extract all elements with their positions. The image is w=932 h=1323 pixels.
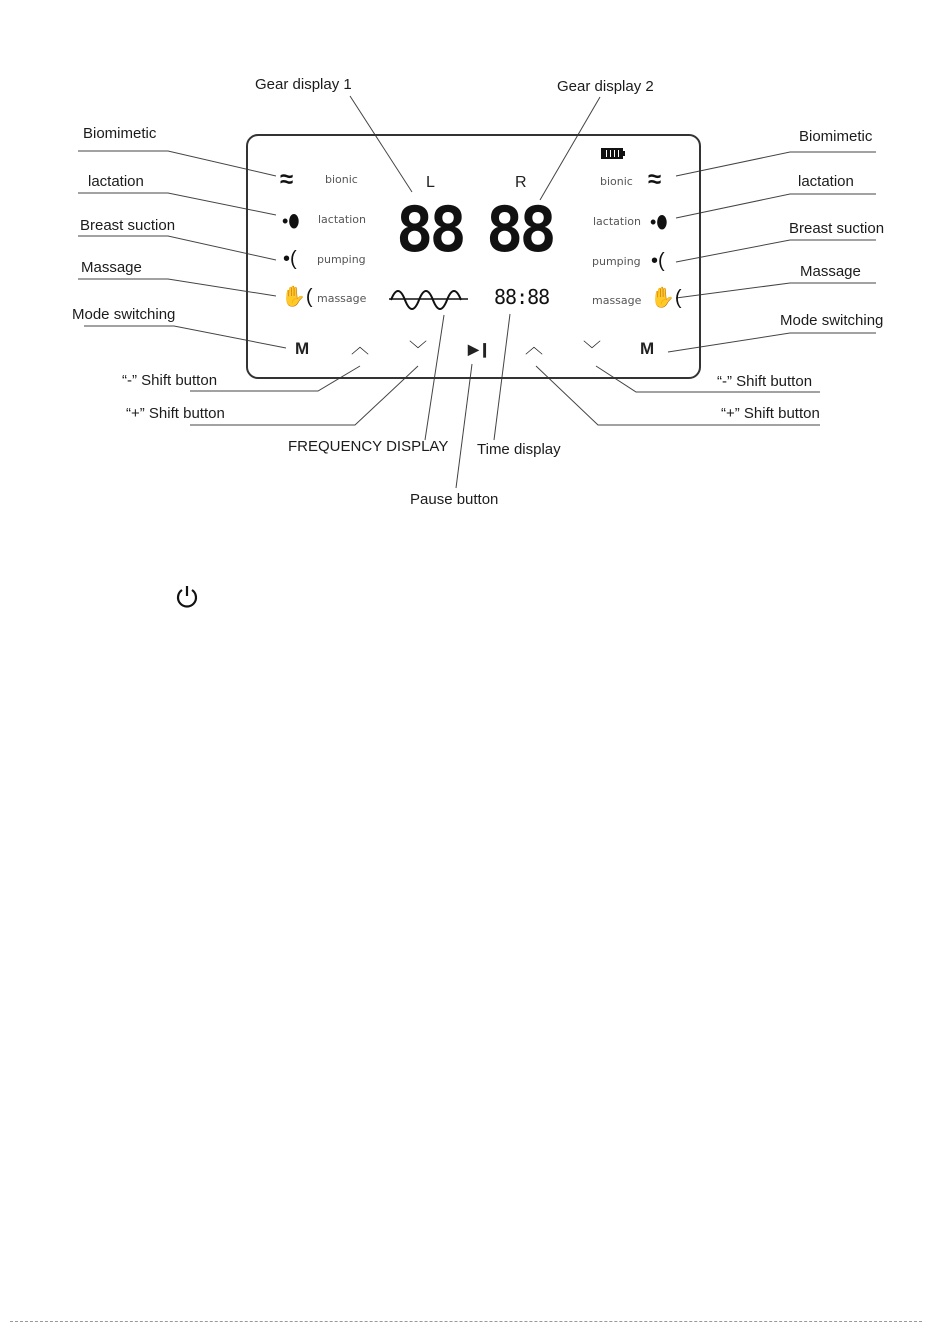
bottom-rule [10, 1321, 922, 1322]
breast-pump-icon: •( [283, 248, 297, 270]
chevron-down-icon[interactable]: ﹀ [583, 340, 601, 360]
mode-lactation-left: lactation [318, 213, 366, 226]
mode-pumping-left: pumping [317, 253, 366, 266]
play-pause-icon[interactable]: ▶❙ [468, 341, 491, 357]
lactation-label-left: lactation [88, 173, 144, 190]
mode-lactation-right: lactation [593, 215, 641, 228]
mode-massage-right: massage [592, 294, 642, 307]
gear-display-1-label: Gear display 1 [255, 76, 352, 93]
gear-display-left: 88 [396, 193, 463, 266]
plus-shift-label-left: “+” Shift button [126, 405, 225, 422]
milk-drops-icon: •⬮ [282, 211, 300, 231]
chevron-up-icon[interactable]: ︿ [351, 337, 369, 357]
battery-icon [601, 148, 623, 159]
minus-shift-label-right: “-” Shift button [717, 373, 813, 390]
massage-label-left: Massage [81, 259, 142, 276]
mode-pumping-right: pumping [592, 255, 641, 268]
power-icon [174, 584, 200, 610]
frequency-display-label: FREQUENCY DISPLAY [288, 438, 449, 455]
mode-button-left[interactable]: M [295, 339, 310, 358]
mode-bionic-right: bionic [600, 175, 633, 188]
wave-approx-icon: ≈ [648, 166, 662, 193]
chevron-down-icon[interactable]: ﹀ [409, 340, 427, 360]
chevron-up-icon[interactable]: ︿ [525, 337, 543, 357]
plus-shift-label-right: “+” Shift button [721, 405, 820, 422]
pause-button-label: Pause button [410, 491, 499, 508]
mode-button-right[interactable]: M [640, 339, 655, 358]
mode-switching-label-left: Mode switching [72, 306, 176, 323]
battery-tip [623, 151, 625, 156]
time-display-label: Time display [477, 441, 561, 458]
breast-suction-label-left: Breast suction [80, 217, 176, 234]
lactation-label-right: lactation [798, 173, 854, 190]
biomimetic-label-right: Biomimetic [799, 128, 873, 145]
time-display: 88:88 [494, 285, 550, 309]
right-channel-label: R [515, 174, 527, 191]
massage-label-right: Massage [800, 263, 861, 280]
minus-shift-label-left: “-” Shift button [122, 372, 218, 389]
breast-pump-icon: •( [651, 250, 665, 272]
massage-hand-icon: ✋( [650, 287, 682, 309]
massage-hand-icon: ✋( [281, 286, 313, 308]
mode-massage-left: massage [317, 292, 367, 305]
biomimetic-label-left: Biomimetic [83, 125, 157, 142]
milk-drops-icon: •⬮ [650, 212, 668, 232]
gear-display-right: 88 [486, 193, 553, 266]
wave-approx-icon: ≈ [280, 166, 294, 193]
mode-switching-label-right: Mode switching [780, 312, 884, 329]
mode-bionic-left: bionic [325, 173, 358, 186]
breast-suction-label-right: Breast suction [789, 220, 885, 237]
left-channel-label: L [426, 174, 435, 191]
gear-display-2-label: Gear display 2 [557, 78, 654, 95]
